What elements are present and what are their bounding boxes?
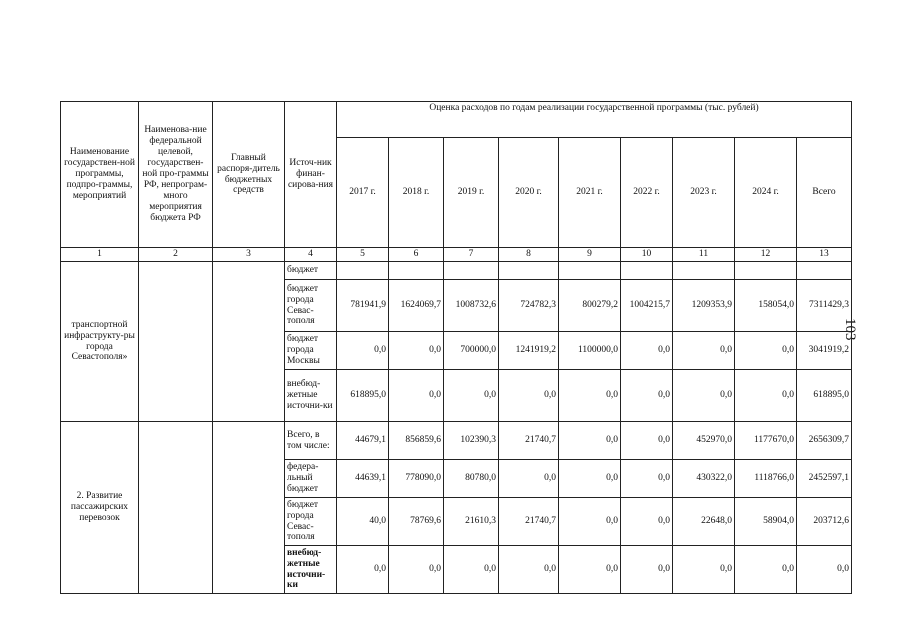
federal-program-cell (139, 422, 213, 594)
program-name-cell: 2. Развитие пассажирских перевозок (61, 422, 139, 594)
value-cell: 1004215,7 (621, 280, 673, 332)
value-cell: 0,0 (621, 422, 673, 460)
total-cell: 0,0 (797, 546, 852, 594)
header-year: 2018 г. (389, 138, 444, 248)
funding-source-cell: бюджет (285, 262, 337, 280)
program-name-cell: транспортной инфраструкту-ры города Севастополя» (61, 262, 139, 422)
value-cell: 21740,7 (499, 498, 559, 546)
value-cell (444, 262, 499, 280)
column-number: 10 (621, 248, 673, 262)
value-cell (797, 262, 852, 280)
value-cell: 0,0 (389, 546, 444, 594)
funding-source-cell: внебюд-жетные источни-ки (285, 546, 337, 594)
value-cell: 0,0 (673, 370, 735, 422)
value-cell: 800279,2 (559, 280, 621, 332)
column-number: 2 (139, 248, 213, 262)
header-total: Всего (797, 138, 852, 248)
value-cell (559, 262, 621, 280)
column-number: 6 (389, 248, 444, 262)
value-cell: 0,0 (559, 422, 621, 460)
total-cell: 3041919,2 (797, 332, 852, 370)
column-number: 3 (213, 248, 285, 262)
value-cell: 58904,0 (735, 498, 797, 546)
column-number: 8 (499, 248, 559, 262)
funding-source-cell: федера-льный бюджет (285, 460, 337, 498)
value-cell (337, 262, 389, 280)
value-cell: 0,0 (444, 546, 499, 594)
value-cell: 0,0 (499, 370, 559, 422)
value-cell: 724782,3 (499, 280, 559, 332)
total-cell: 203712,6 (797, 498, 852, 546)
column-number: 12 (735, 248, 797, 262)
value-cell: 0,0 (621, 546, 673, 594)
value-cell: 0,0 (559, 498, 621, 546)
value-cell: 0,0 (559, 370, 621, 422)
value-cell: 618895,0 (337, 370, 389, 422)
budget-table (60, 101, 852, 594)
column-number: 4 (285, 248, 337, 262)
federal-program-cell (139, 262, 213, 422)
budget-manager-cell (213, 262, 285, 422)
total-cell: 2656309,7 (797, 422, 852, 460)
value-cell: 21610,3 (444, 498, 499, 546)
header-year: 2024 г. (735, 138, 797, 248)
value-cell: 102390,3 (444, 422, 499, 460)
value-cell: 430322,0 (673, 460, 735, 498)
value-cell: 0,0 (621, 332, 673, 370)
value-cell (499, 262, 559, 280)
value-cell: 0,0 (673, 546, 735, 594)
value-cell: 0,0 (559, 546, 621, 594)
value-cell: 44679,1 (337, 422, 389, 460)
header-year: 2023 г. (673, 138, 735, 248)
value-cell: 1241919,2 (499, 332, 559, 370)
funding-source-cell: внебюд-жетные источни-ки (285, 370, 337, 422)
funding-source-cell: бюджет города Севас-тополя (285, 498, 337, 546)
table-row (61, 422, 852, 460)
header-row-top (61, 102, 852, 138)
header-year: 2017 г. (337, 138, 389, 248)
value-cell: 0,0 (735, 546, 797, 594)
value-cell: 78769,6 (389, 498, 444, 546)
funding-source-cell: бюджет города Севас-тополя (285, 280, 337, 332)
value-cell: 22648,0 (673, 498, 735, 546)
header-year: 2020 г. (499, 138, 559, 248)
value-cell: 0,0 (444, 370, 499, 422)
value-cell: 0,0 (337, 332, 389, 370)
value-cell: 0,0 (673, 332, 735, 370)
table-row (61, 262, 852, 280)
value-cell: 0,0 (559, 460, 621, 498)
value-cell: 0,0 (621, 370, 673, 422)
column-number: 1 (61, 248, 139, 262)
value-cell: 0,0 (621, 460, 673, 498)
header-federal-program: Наименова-ние федеральной целевой, государствен-ной про-граммы РФ, непрограм-много мероприятия бюджета РФ (139, 102, 213, 248)
header-year: 2019 г. (444, 138, 499, 248)
value-cell: 80780,0 (444, 460, 499, 498)
value-cell: 40,0 (337, 498, 389, 546)
column-number: 13 (797, 248, 852, 262)
value-cell (389, 262, 444, 280)
value-cell: 778090,0 (389, 460, 444, 498)
value-cell: 700000,0 (444, 332, 499, 370)
header-program-name: Наименование государствен-ной программы, подпро-граммы, мероприятий (61, 102, 139, 248)
column-number: 11 (673, 248, 735, 262)
page-number: 103 (842, 318, 858, 341)
total-cell: 2452597,1 (797, 460, 852, 498)
value-cell: 1177670,0 (735, 422, 797, 460)
column-number: 9 (559, 248, 621, 262)
value-cell (735, 262, 797, 280)
header-budget-manager: Главный распоря-дитель бюджетных средств (213, 102, 285, 248)
value-cell (621, 262, 673, 280)
value-cell: 158054,0 (735, 280, 797, 332)
value-cell: 0,0 (621, 498, 673, 546)
value-cell: 44639,1 (337, 460, 389, 498)
column-number: 7 (444, 248, 499, 262)
value-cell: 0,0 (735, 370, 797, 422)
total-cell: 618895,0 (797, 370, 852, 422)
value-cell: 21740,7 (499, 422, 559, 460)
value-cell: 1624069,7 (389, 280, 444, 332)
value-cell: 1209353,9 (673, 280, 735, 332)
value-cell: 1100000,0 (559, 332, 621, 370)
value-cell: 856859,6 (389, 422, 444, 460)
header-year: 2022 г. (621, 138, 673, 248)
funding-source-cell: Всего, в том числе: (285, 422, 337, 460)
budget-manager-cell (213, 422, 285, 594)
value-cell: 0,0 (389, 332, 444, 370)
value-cell: 0,0 (337, 546, 389, 594)
header-estimate: Оценка расходов по годам реализации государственной программы (тыс. рублей) (337, 102, 852, 138)
value-cell: 452970,0 (673, 422, 735, 460)
value-cell: 0,0 (735, 332, 797, 370)
value-cell: 0,0 (499, 460, 559, 498)
funding-source-cell: бюджет города Москвы (285, 332, 337, 370)
header-year: 2021 г. (559, 138, 621, 248)
value-cell: 1118766,0 (735, 460, 797, 498)
numbering-row (61, 248, 852, 262)
value-cell: 1008732,6 (444, 280, 499, 332)
value-cell: 0,0 (499, 546, 559, 594)
column-number: 5 (337, 248, 389, 262)
header-funding-source: Источ-ник финан-сирова-ния (285, 102, 337, 248)
value-cell (673, 262, 735, 280)
total-cell: 7311429,3 (797, 280, 852, 332)
value-cell: 0,0 (389, 370, 444, 422)
value-cell: 781941,9 (337, 280, 389, 332)
